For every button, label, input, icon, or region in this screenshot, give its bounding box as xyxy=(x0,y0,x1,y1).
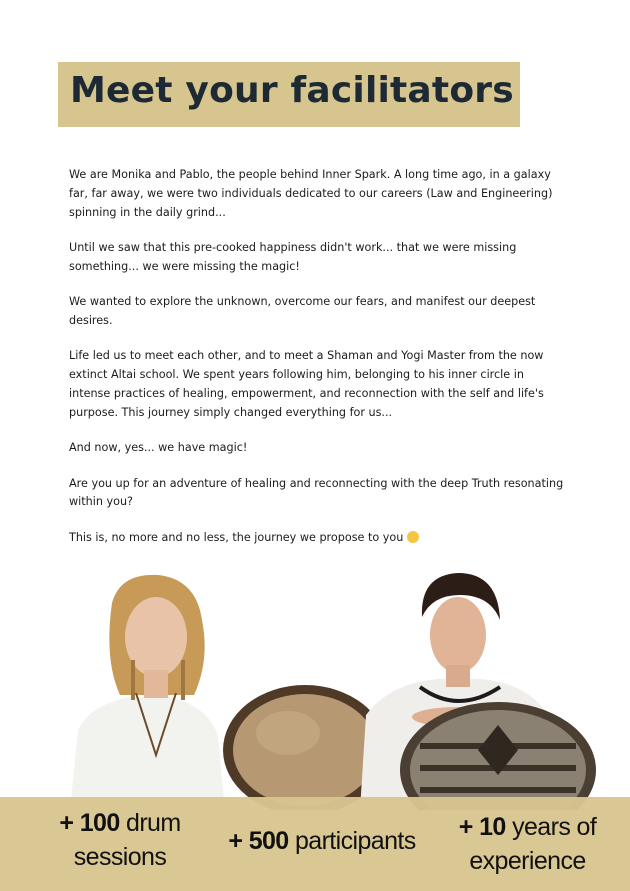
paragraph: Are you up for an adventure of healing and reconnecting with the deep Truth resonating within you? xyxy=(69,476,564,509)
paragraph: This is, no more and no less, the journey we propose to you xyxy=(69,530,404,544)
winking-face-icon xyxy=(407,531,419,543)
page-title: Meet your facilitators xyxy=(70,70,514,111)
stat-label: years of xyxy=(505,813,597,841)
stat-label: drum xyxy=(119,809,181,837)
paragraph: We are Monika and Pablo, the people behind Inner Spark. A long time ago, in a galaxy far, far away, we were two individuals dedicated to our careers (Law and Engineering) spinning in the daily grind... xyxy=(69,168,553,219)
stat-label: sessions xyxy=(73,843,167,871)
facilitators-photo xyxy=(60,565,600,810)
paragraph: We wanted to explore the unknown, overcome our fears, and manifest our deepest desires. xyxy=(69,295,536,327)
stat-participants xyxy=(212,824,432,858)
stat-value: + 10 xyxy=(458,813,506,841)
paragraph: Until we saw that this pre-cooked happiness didn't work... that we were missing something... we were missing the magic! xyxy=(69,240,517,273)
paragraph: Life led us to meet each other, and to meet a Shaman and Yogi Master from the now extinct Altai school. We spent years following him, belonging to his inner circle in intense practices of healing, empowerment, and reconnection with the self and life's purpose. This journey simply changed everything for us... xyxy=(69,349,544,419)
woman-figure xyxy=(70,575,225,810)
paragraph-closing xyxy=(69,529,564,548)
stat-label: experience xyxy=(469,847,586,875)
stat-label: participants xyxy=(288,827,416,855)
stat-value: + 100 xyxy=(59,809,120,837)
stat-years-experience xyxy=(440,810,615,878)
title-banner xyxy=(58,62,520,127)
intro-text xyxy=(69,166,564,564)
stat-line xyxy=(440,810,615,844)
stat-line xyxy=(40,806,200,840)
stat-drum-sessions xyxy=(40,806,200,874)
stat-value: + 500 xyxy=(228,827,289,855)
paragraph: And now, yes... we have magic! xyxy=(69,441,248,455)
